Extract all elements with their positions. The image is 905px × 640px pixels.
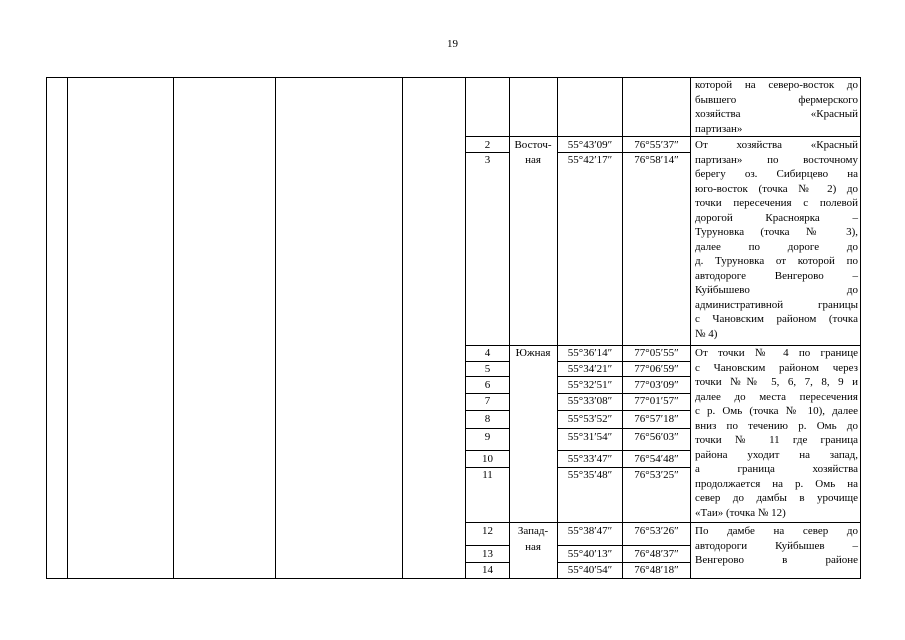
longitude: 76°54′48″ <box>634 453 679 465</box>
longitude: 76°48′37″ <box>634 548 679 560</box>
longitude: 76°58′14″ <box>634 154 679 166</box>
latitude: 55°36′14″ <box>567 347 613 359</box>
description-south <box>695 346 858 520</box>
latitude: 55°33′08″ <box>567 395 613 407</box>
description-line: точки №№ 5, 6, 7, 8, 9 и <box>695 376 858 388</box>
side-label-east: Восточ- <box>514 139 552 151</box>
description-line: автодороге Венгерово – <box>695 269 858 282</box>
description-line: вниз по течению р. Омь до <box>695 419 858 432</box>
latitude: 55°33′47″ <box>567 453 613 465</box>
row-line <box>465 545 509 546</box>
point-number: 12 <box>482 525 493 537</box>
longitude: 76°56′03″ <box>634 431 679 443</box>
description-line: автодороги Куйбышев – <box>695 539 858 552</box>
description-line: юго-восток (точка № 2) до <box>695 182 858 195</box>
longitude: 77°05′55″ <box>634 347 679 359</box>
row-line <box>557 450 690 451</box>
longitude: 76°53′26″ <box>634 525 679 537</box>
description-west <box>695 524 858 568</box>
description-line: административной границы <box>695 298 858 311</box>
point-number: 5 <box>484 363 491 375</box>
page-number: 19 <box>447 38 458 50</box>
side-label-west: ная <box>525 541 541 553</box>
point-number: 6 <box>484 379 491 391</box>
description-line: далее до места пересечения <box>695 390 858 403</box>
row-line <box>465 376 509 377</box>
description-continuation <box>695 78 858 136</box>
point-number: 11 <box>482 469 493 481</box>
description-east <box>695 138 858 341</box>
description-line: север до дамбы в урочище <box>695 492 858 504</box>
description-line: д. Туруновка от которой по <box>695 255 858 267</box>
description-line: дорогой Красноярка – <box>695 211 858 224</box>
longitude: 76°57′18″ <box>634 413 679 425</box>
description-line: с Чановским районом (точка <box>695 313 858 325</box>
description-line: От хозяйства «Красный <box>695 139 858 151</box>
longitude: 76°48′18″ <box>634 564 679 576</box>
latitude: 55°31′54″ <box>567 431 613 443</box>
description-line: № 4) <box>695 327 718 340</box>
group-line-west <box>465 522 861 523</box>
longitude: 77°03′09″ <box>634 379 679 391</box>
latitude: 55°40′54″ <box>567 564 613 576</box>
col-line-4 <box>402 77 403 579</box>
description-line: точки пересечения с полевой <box>695 197 858 209</box>
description-line: точки № 11 где граница <box>695 434 858 446</box>
description-line: с Чановским районом через <box>695 361 858 374</box>
latitude: 55°38′47″ <box>567 525 613 537</box>
description-line: По дамбе на север до <box>695 525 858 537</box>
row-line <box>465 428 509 429</box>
latitude: 55°35′48″ <box>567 469 613 481</box>
row-line <box>557 428 690 429</box>
description-line: а граница хозяйства <box>695 463 858 475</box>
point-number: 9 <box>484 431 491 443</box>
side-label-west: Запад- <box>517 525 549 537</box>
row-line <box>465 450 509 451</box>
latitude: 55°32′51″ <box>567 379 613 391</box>
row-line <box>465 410 509 411</box>
latitude: 55°42′17″ <box>567 154 613 166</box>
longitude: 77°06′59″ <box>634 363 679 375</box>
description-line: хозяйства «Красный <box>695 108 858 120</box>
description-line: берегу оз. Сибирцево на <box>695 168 858 180</box>
col-line-9 <box>690 77 691 579</box>
point-number: 8 <box>484 413 491 425</box>
description-line: Куйбышево до <box>695 284 858 296</box>
longitude: 76°55′37″ <box>634 139 679 151</box>
description-line: Туруновка (точка № 3), <box>695 226 858 238</box>
col-line-3 <box>275 77 276 579</box>
point-number: 2 <box>484 139 491 151</box>
side-label-south: Южная <box>515 347 551 359</box>
col-line-6 <box>509 77 510 579</box>
description-line: района уходит на запад, <box>695 448 858 461</box>
point-number: 14 <box>482 564 493 576</box>
row-line <box>557 376 690 377</box>
description-line: продолжается на р. Омь на <box>695 477 858 490</box>
table-border-bottom <box>46 578 861 579</box>
point-number: 3 <box>484 154 491 166</box>
latitude: 55°34′21″ <box>567 363 613 375</box>
table-border-left <box>46 77 47 579</box>
point-number: 13 <box>482 548 493 560</box>
description-line: бывшего фермерского <box>695 93 858 106</box>
col-line-2 <box>173 77 174 579</box>
side-label-east: ная <box>525 154 541 166</box>
description-line: с р. Омь (точка № 10), далее <box>695 405 858 417</box>
description-line: «Таи» (точка № 12) <box>695 506 786 519</box>
row-line <box>557 545 690 546</box>
col-line-1 <box>67 77 68 579</box>
latitude: 55°40′13″ <box>567 548 613 560</box>
point-number: 10 <box>482 453 493 465</box>
latitude: 55°43′09″ <box>567 139 613 151</box>
point-number: 7 <box>484 395 491 407</box>
longitude: 76°53′25″ <box>634 469 679 481</box>
group-line-east <box>465 136 861 137</box>
description-line: которой на северо-восток до <box>695 79 858 91</box>
latitude: 55°53′52″ <box>567 413 613 425</box>
description-line: далее по дороге до <box>695 240 858 253</box>
description-line: партизан» по восточному <box>695 153 858 166</box>
longitude: 77°01′57″ <box>634 395 679 407</box>
table-border-right <box>860 77 861 579</box>
description-line: Венгерово в районе <box>695 554 858 566</box>
description-line: От точки № 4 по границе <box>695 347 858 359</box>
description-line: партизан» <box>695 122 743 135</box>
point-number: 4 <box>484 347 491 359</box>
row-line <box>557 410 690 411</box>
